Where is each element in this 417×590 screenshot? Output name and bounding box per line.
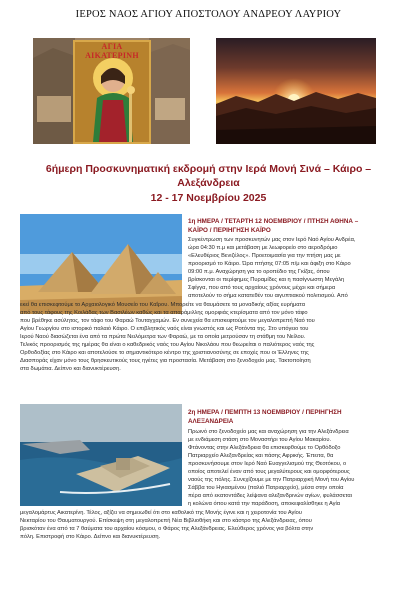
day2-side-line: Πρωινό στο ξενοδοχείο μας και αναχώρηση για την Αλεξάνδρεια (188, 429, 349, 435)
day1-side-line: αποτελούν το σήμα κατατεθέν του αιγυπτιακού πολιτισμού. Από (188, 293, 348, 299)
day1-full-line: Τελικός προορισμός της ημέρας θα είναι ο καθεδρικός ναός του Αγίου Νικολάου που θεωρείται ο παλιότερος ναός της (20, 342, 315, 348)
day2-title-line2: ΑΛΕΞΑΝΔΡΕΙΑ (188, 418, 234, 425)
trip-title-line1: 6ήμερη Προσκυνηματική εκδρομή στην Ιερά Μονή Σινά – Κάιρο – (45, 163, 372, 175)
day2-side-line: οποίος αποτελεί έναν από τους μεγαλύτερους και ομορφότερους (188, 469, 350, 475)
day1-title-line1: 1η ΗΜΕΡΑ / ΤΕΤΑΡΤΗ 12 ΝΟΕΜΒΡΙΟΥ / ΠΤΗΣΗ ΑΘΗΝΑ – (188, 218, 359, 225)
trip-title-line2: Αλεξάνδρεια (177, 177, 240, 189)
day2-full-line: Νεκταρίου του Θαυματουργού. Επίσκεψη στη μεγαλοπρεπή Νέα Βιβλιοθήκη και στο κάστρο της Αλεξάνδρειας, όπου (20, 518, 312, 524)
day1-side-line: Συγκέντρωση των προσκυνητών μας στον Ιερό Ναό Αγίου Ανδρέα, (188, 237, 356, 243)
day1-full-line: στα δωμάτια. Δείπνο και διανυκτέρευση. (20, 366, 121, 372)
alexandria-citadel-image (20, 404, 182, 506)
day1-full-line: Αγίου Γεωργίου στο ιστορικό παλαιό Κάιρο. Ο επιβλητικός ναός είναι γνωστός και ως Ροτόντα της. Στο υπόγειο του (20, 326, 309, 332)
day2-side-line: Σάββα του Ηγιασμένου (παλιό Πατριαρχείο), μέσα στην οποία (188, 485, 344, 491)
day1-side-line: βρίσκονται οι περίφημες Πυραμίδες και η πασίγνωστη Μεγάλη (188, 277, 345, 283)
day1-full-line: που βρέθηκε ασύλητος, τον τάφο του Φαραώ Τουταγχαμών. Εν συνεχεία θα επισκεφτούμε τον μεγαλοπρεπή Ναό του (20, 318, 315, 324)
day2-side-line: με ενδιάμεση στάση στο Μοναστήρι του Αγίου Μακαρίου. (188, 437, 332, 443)
day2-side-line: Φτάνοντας στην Αλεξάνδρεια θα επισκεφθούμε το Ορθόδοξο (188, 445, 341, 451)
day2-side-line: ναούς της πόλης. Συνεχίζουμε με την Πατριαρχική Μονή του Αγίου (188, 477, 355, 483)
saint-catherine-icon-image (33, 38, 190, 144)
day1-side-line: ώρα 04:30 π.μ και μετάβαση με λεωφορείο στο αεροδρόμιο (188, 245, 338, 251)
day2-side-line: Πατριαρχείο Αλεξανδρείας και πάσης Αφρικής. Έπειτα, θα (188, 453, 334, 459)
day2-full-line: μεγαλομάρτυς Αικατερίνη. Τέλος, αξίζει να σημειωθεί ότι στο καθολικό της Μονής έγινε και η χειροτονία του Αγίου (20, 510, 302, 516)
icon-caption: ΑΓΙΑ ΑΙΚΑΤΕΡΙΝΗ (85, 42, 139, 60)
day1-full-line: Διασποράς είχαν μόνο τους θρησκευτικούς τους ηγέτες για προστασία. Μετάβαση στο ξενοδοχείο μας. Τακτοποίηση (20, 358, 311, 364)
day1-full-line: Ιερού Ναού διασώζεται ένα από τα πρώτα Νειλόμετρα των Φαραώ, με τα οποία μετρούσαν τη στάθμη του Νείλου. (20, 334, 306, 340)
sinai-sunset-image (216, 38, 376, 144)
day2-side-line: η κολώνα όπου κατά την παράδοση, αποκεφαλίσθηκε η Αγία (188, 501, 341, 507)
giza-pyramids-image (20, 214, 182, 314)
day1-full-line: από τους τάφους της Κοιλάδας των Βασιλέων καθώς και τα απαράμιλλης ομορφιάς κτερίσματα από τον μόνο τάφο (20, 310, 308, 316)
day1-side-line: Σφίγγα, που από τους αρχαίους χρόνους μέχρι και σήμερα (188, 285, 336, 291)
day1-full-line: Ορθοδοξίας στο Κάιρο και αποτελούσε το σημαντικότερο κέντρο της χριστιανοσύνης σε εποχές που οι Έλληνες της (20, 350, 309, 356)
day1-side-line: προορισμό το Κάιρο. Ώρα πτήσης 07:05 π/μ και άφιξη στο Κάιρο (188, 261, 351, 267)
day1-side-line: «Ελευθέριος Βενιζέλος». Προετοιμασία για την πτήση μας με (188, 253, 341, 259)
day2-full-line: βρισκόταν ένα από τα 7 θαύματα του αρχαίου κόσμου, ο Φάρος της Αλεξάνδρειας. Ελεύθερος χρόνος για βόλτα στην (20, 526, 314, 532)
day2-title-line1: 2η ΗΜΕΡΑ / ΠΕΜΠΤΗ 13 ΝΟΕΜΒΡΙΟΥ / ΠΕΡΙΗΓΗΣΗ (188, 409, 342, 416)
day2-full-line: πόλη. Επιστροφή στο Κάιρο. Δείπνο και διανυκτέρευση. (20, 534, 161, 540)
day1-full-line: εκεί θα επισκεφτούμε το Αρχαιολογικό Μουσείο του Καΐρου. Μπορείτε να θαυμάσετε τα μοναδικής αξίας ευρήματα (20, 302, 305, 308)
trip-dates: 12 - 17 Νοεμβρίου 2025 (150, 192, 267, 204)
day2-side-line: προσκυνήσουμε στον Ιερό Ναό Ευαγγελισμού της Θεοτόκου, ο (188, 461, 347, 467)
day1-title-line2: ΚΑΪΡΟ / ΠΕΡΙΗΓΗΣΗ ΚΑΪΡΟ (188, 227, 271, 234)
page-title: ΙΕΡΟΣ ΝΑΟΣ ΑΓΙΟΥ ΑΠΟΣΤΟΛΟΥ ΑΝΔΡΕΟΥ ΛΑΥΡΙΟΥ (75, 9, 342, 20)
day1-side-line: 09:00 π.μ. Αναχώρηση για το οροπέδιο της Γκίζας, όπου (188, 269, 330, 275)
day2-side-line: πέρα από εκατοντάδες λείψανα αλεξανδρινών αγίων, φυλάσσεται (188, 493, 352, 499)
